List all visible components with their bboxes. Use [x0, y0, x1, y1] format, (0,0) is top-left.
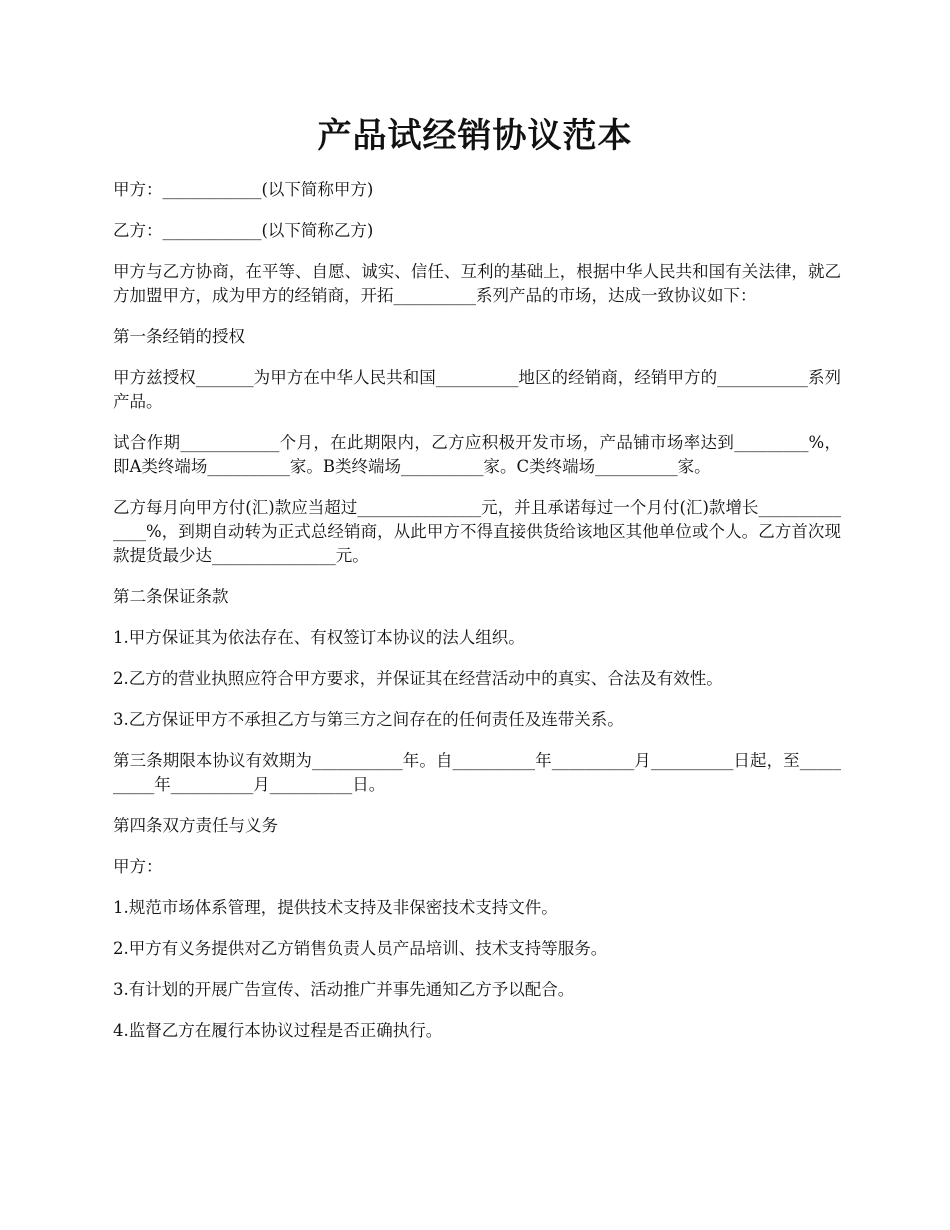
authorization-paragraph: 甲方兹授权_______为甲方在中华人民共和国__________地区的经销商，经销甲方的___________系列产品。: [113, 368, 841, 411]
party-a-line: 甲方：____________(以下简称甲方): [113, 180, 374, 199]
guarantee-item-2: 2.乙方的营业执照应符合甲方要求，并保证其在经营活动中的真实、合法及有效性。: [113, 669, 723, 688]
party-b-line: 乙方：____________(以下简称乙方): [113, 221, 374, 240]
article-3-term: 第三条期限本协议有效期为___________年。自__________年__________月__________日起，至__________年__________月__________日。: [113, 751, 841, 794]
guarantee-item-1: 1.甲方保证其为依法存在、有权签订本协议的法人组织。: [113, 628, 525, 647]
preamble-paragraph: 甲方与乙方协商，在平等、自愿、诚实、信任、互利的基础上，根据中华人民共和国有关法律，就乙方加盟甲方，成为甲方的经销商，开拓__________系列产品的市场，达成一致协议如下：: [113, 262, 841, 305]
article-2-heading: 第二条保证条款: [113, 587, 229, 606]
duty-item-4: 4.监督乙方在履行本协议过程是否正确执行。: [113, 1021, 443, 1040]
payment-paragraph: 乙方每月向甲方付(汇)款应当超过_______________元，并且承诺每过一个月付(汇)款增长______________%，到期自动转为正式总经销商，从此甲方不得直接供货给该地区其他单位或个人。乙方首次现款提货最少达_______________元。: [113, 498, 841, 565]
party-a-duties-label: 甲方：: [113, 857, 163, 876]
document-title: 产品试经销协议范本: [317, 116, 633, 156]
duty-item-3: 3.有计划的开展广告宣传、活动推广并事先通知乙方予以配合。: [113, 980, 575, 999]
document-body: [113, 178, 841, 1060]
duty-item-2: 2.甲方有义务提供对乙方销售负责人员产品培训、技术支持等服务。: [113, 939, 608, 958]
guarantee-item-3: 3.乙方保证甲方不承担乙方与第三方之间存在的任何责任及连带关系。: [113, 710, 624, 729]
duty-item-1: 1.规范市场体系管理，提供技术支持及非保密技术支持文件。: [113, 898, 558, 917]
trial-period-paragraph: 试合作期____________个月，在此期限内，乙方应积极开发市场，产品铺市场率达到_________%，即A类终端场__________家。B类终端场__________家。C类终端场__________家。: [113, 433, 841, 476]
article-4-heading: 第四条双方责任与义务: [113, 816, 278, 835]
article-1-heading: 第一条经销的授权: [113, 327, 245, 346]
